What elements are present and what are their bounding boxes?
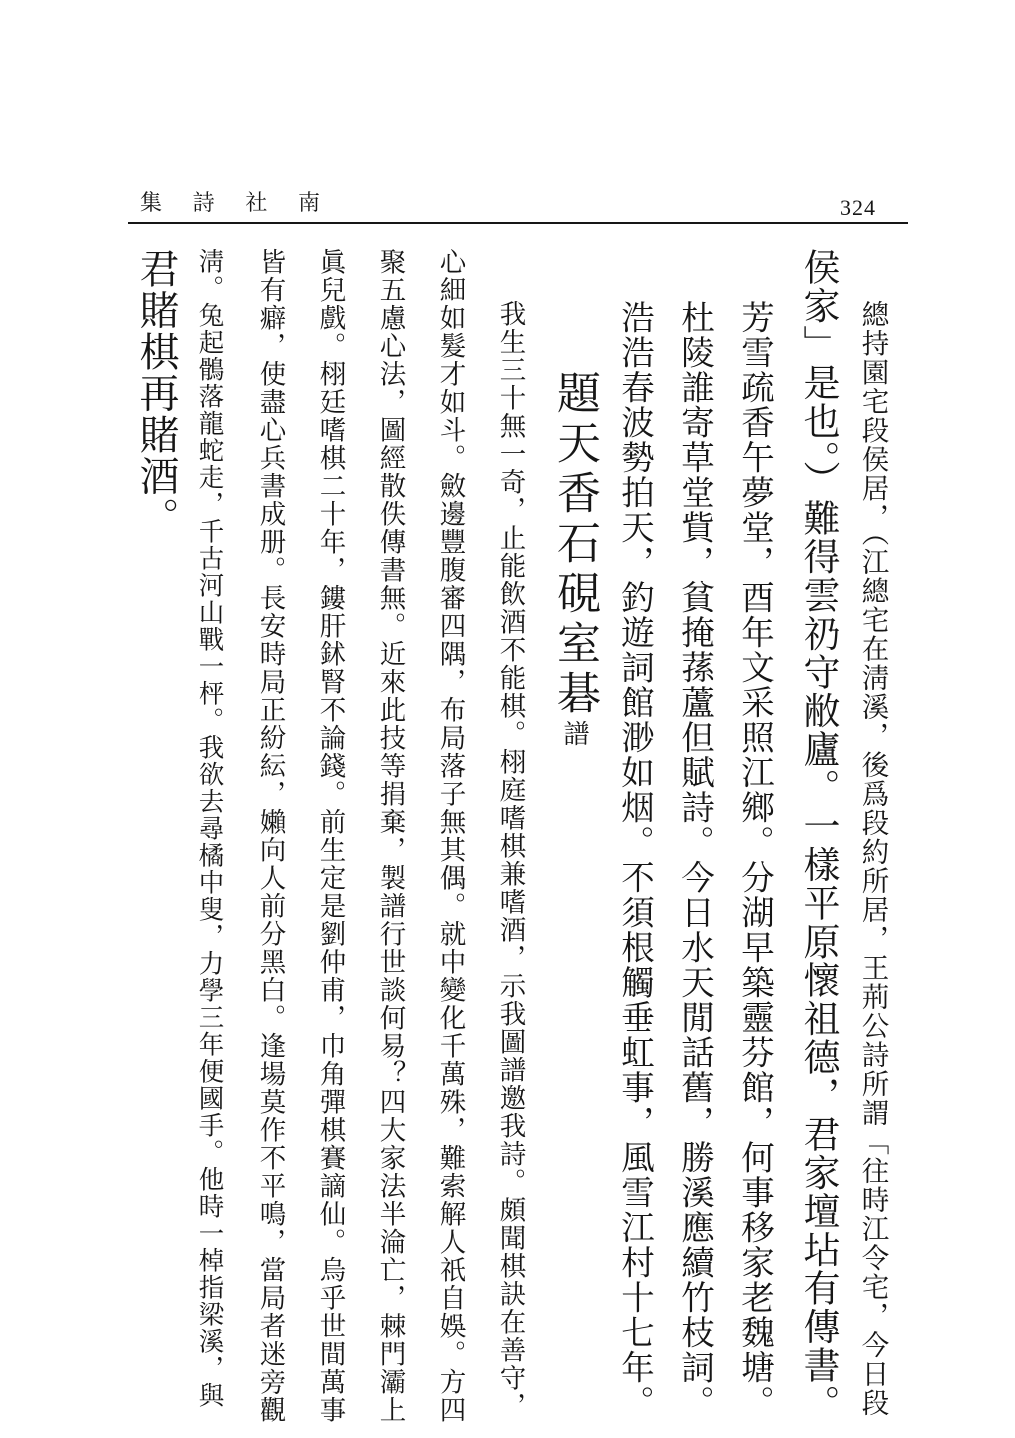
poem1-line-5: 浩浩春波勢拍天，釣遊詞館渺如烟。不須根觸垂虹事，風雪江村十七年。 — [615, 300, 655, 1420]
poem1-line-1: 總持園宅段侯居，（江總宅在淸溪，後爲段約所居，王荊公詩所謂「往時江令宅，今日段 — [856, 300, 889, 1418]
poem2-title-note: 譜 — [559, 720, 589, 752]
header-char: 南 — [297, 191, 320, 216]
poem2-line-2: 心細如髮才如斗。斂邊豐腹審四隅，布局落子無其偶。就中變化千萬殊，難索解人祇自娛。方四 — [434, 248, 466, 1424]
poem2-line-1: 我生三十無一奇，止能飲酒不能棋。栩庭嗜棋兼嗜酒，示我圖譜邀我詩。頗聞棋訣在善守， — [494, 300, 526, 1420]
poem2-line-6: 淸。兔起鶻落龍蛇走，千古河山戰一枰。我欲去尋橘中叟，力學三年便國手。他時一棹指梁溪，與 — [194, 248, 225, 1409]
poem2-line-3: 聚五慮心法，圖經散佚傳書無。近來此技等捐棄，製譜行世談何易？四大家法半淪亡，棘門灞上 — [374, 248, 406, 1424]
running-header-book-title — [140, 186, 320, 217]
header-char: 詩 — [192, 191, 215, 216]
poem2-line-4: 眞兒戲。栩廷嗜棋二十年，鏤肝鉥腎不論錢。前生定是劉仲甫，巾角彈棋賽謫仙。烏乎世間萬事 — [314, 248, 346, 1424]
poem1-line-4: 杜陵誰寄草堂貲，貧掩蓀蘆但賦詩。今日水天閒話舊，勝溪應續竹枝詞。 — [675, 300, 715, 1420]
page-number: 324 — [840, 195, 876, 220]
header-char: 社 — [245, 191, 268, 216]
poem2-line-5: 皆有癖，使盡心兵書成册。長安時局正紛紜，嬾向人前分黑白。逢場莫作不平鳴，當局者迷旁觀 — [254, 248, 286, 1424]
poem2-title — [549, 370, 600, 752]
header-char: 集 — [140, 191, 163, 216]
poem1-line-3: 芳雪疏香午夢堂，酉年文采照江鄉。分湖早築靈芬館，何事移家老魏塘。 — [735, 300, 775, 1420]
poem2-title-text: 題天香石硯室碁 — [549, 370, 600, 720]
header-rule — [128, 222, 908, 224]
poem1-line-2: 侯家」是也。）難得雲礽守敝廬。一樣平原懷祖德，君家壇坫有傳書。 — [797, 248, 840, 1423]
poem2-line-7: 君賭棋再賭酒。 — [133, 248, 179, 539]
